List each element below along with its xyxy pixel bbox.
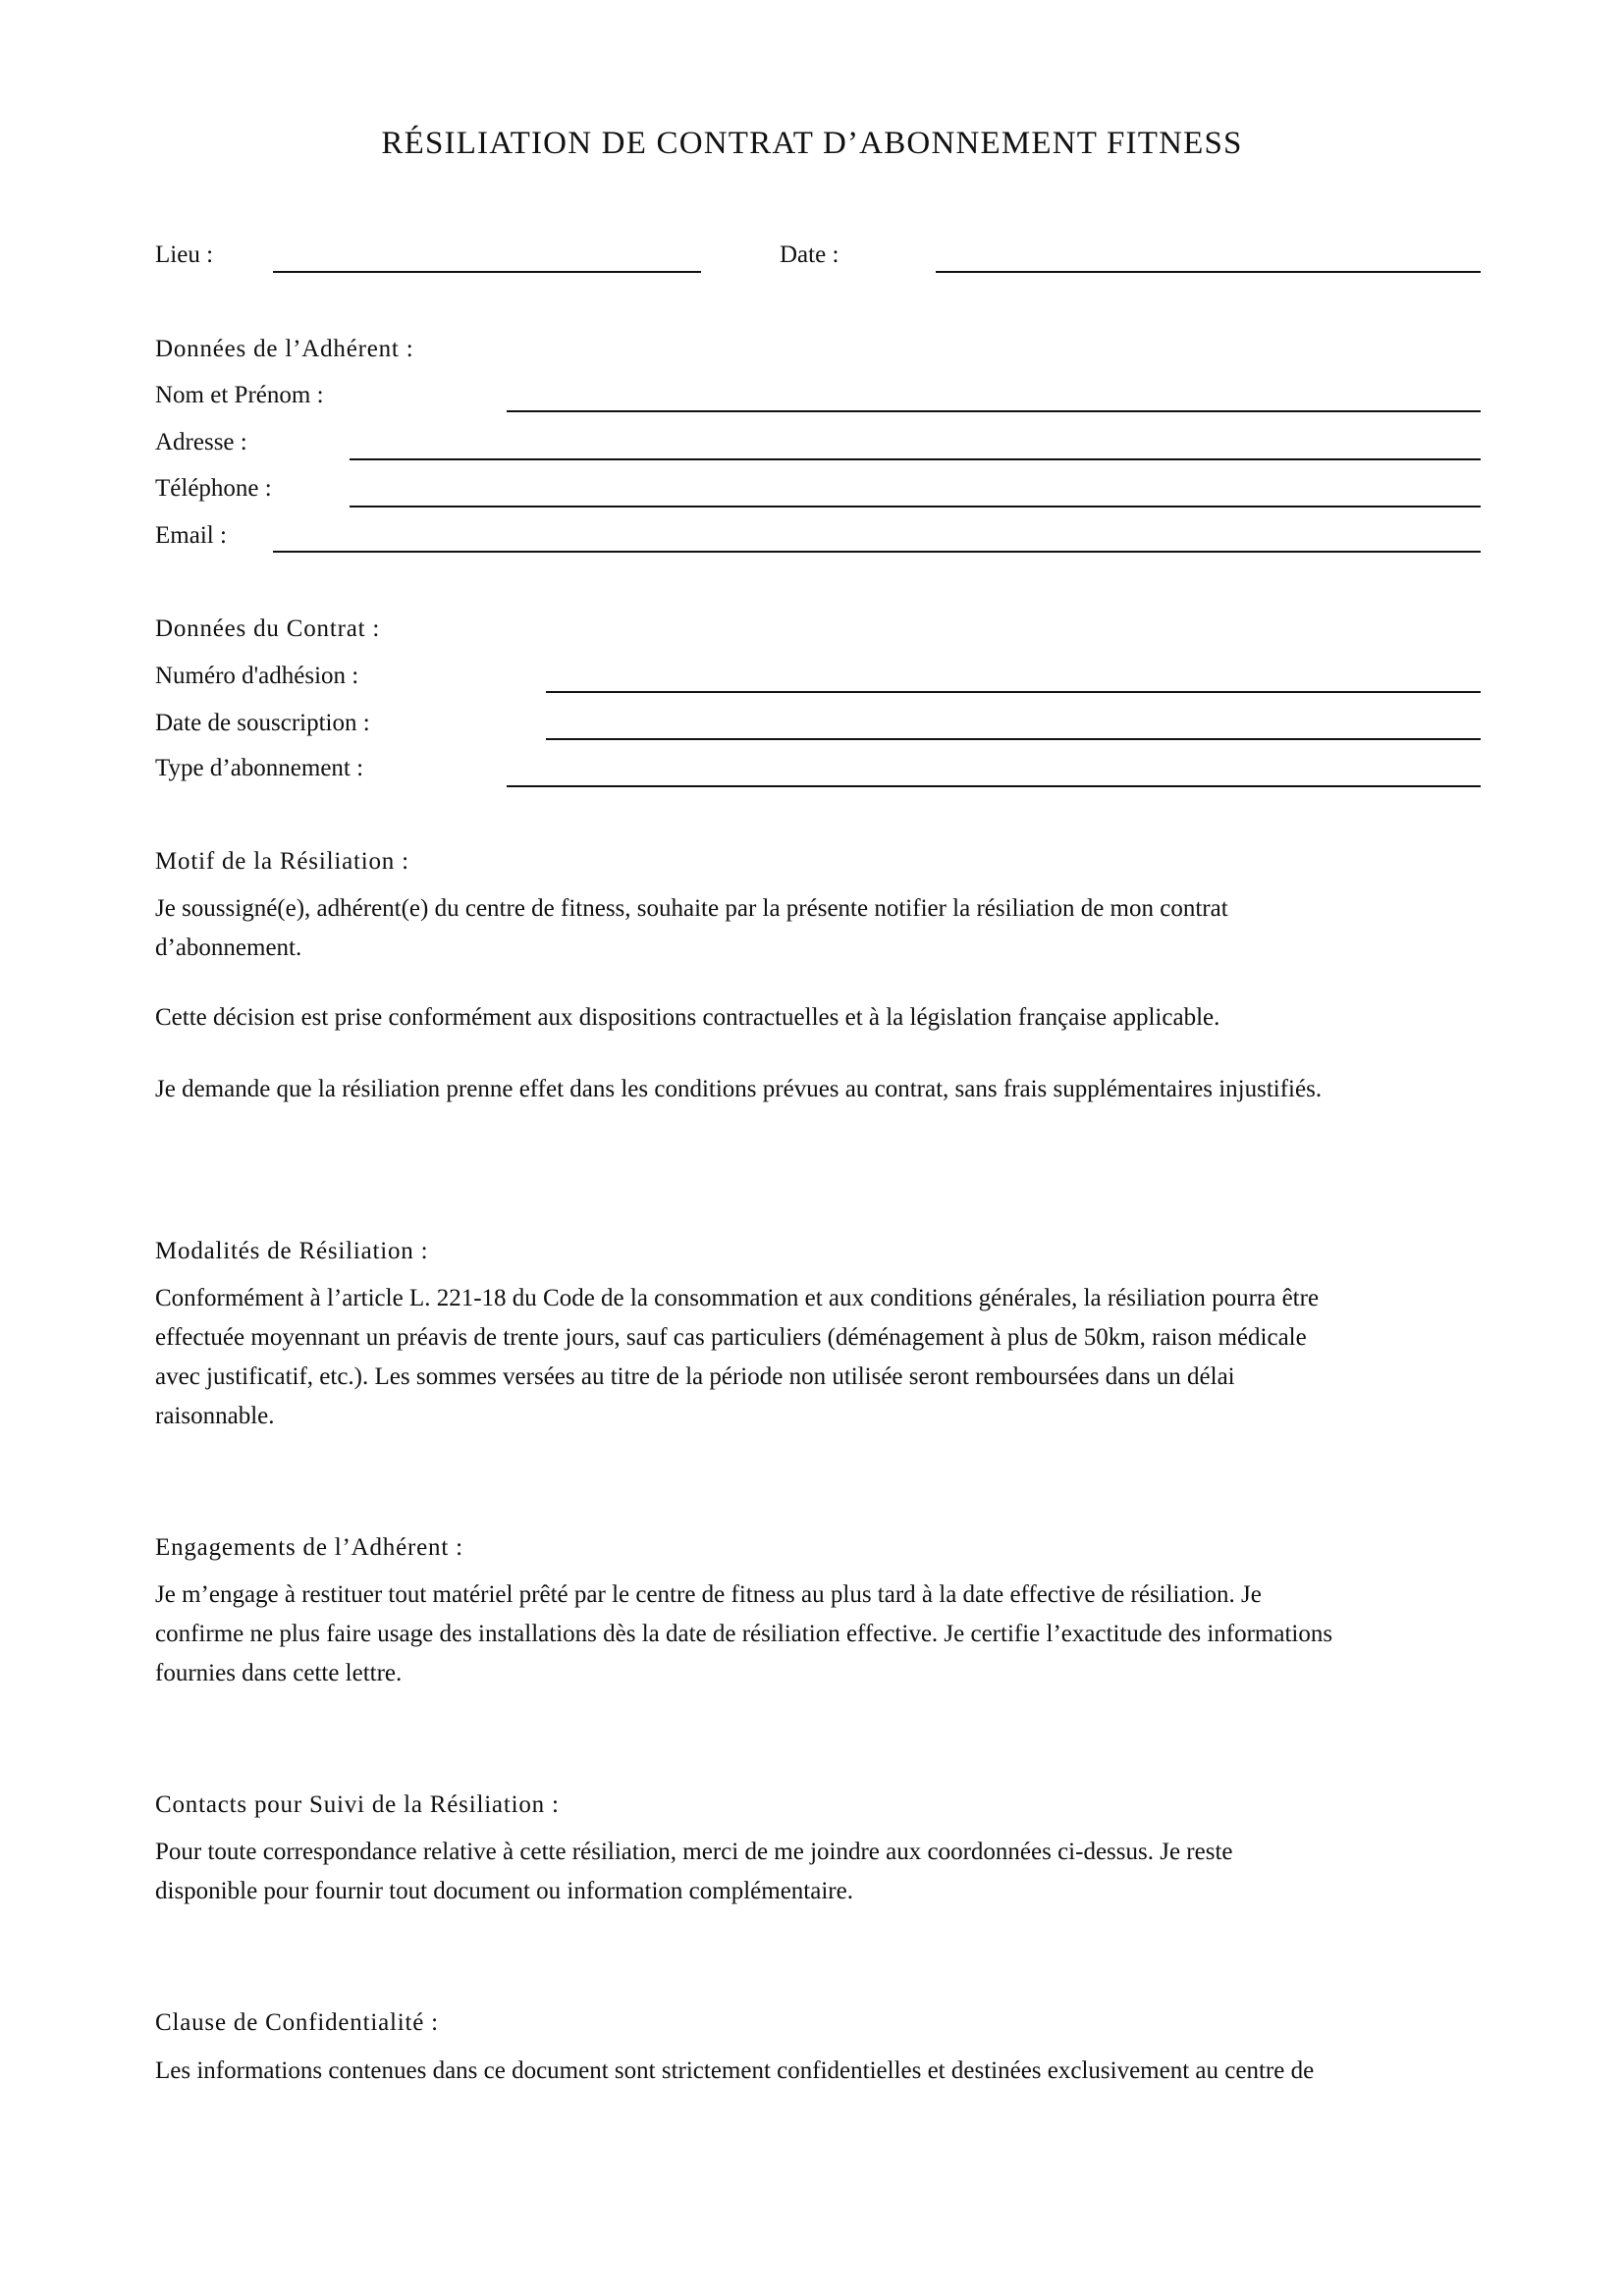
email-label: Email :: [155, 522, 227, 549]
confidentialite-heading: Clause de Confidentialité :: [155, 2009, 439, 2036]
telephone-field-line: [350, 506, 1481, 507]
type-abonnement-field-line: [507, 785, 1481, 787]
date-label: Date :: [780, 241, 839, 268]
contacts-heading: Contacts pour Suivi de la Résiliation :: [155, 1791, 560, 1818]
engagements-paragraph: Je m’engage à restituer tout matériel prêté par le centre de fitness au plus tard à la date effective de résiliation. Je confirme ne plus faire usage des installations dès la date de résiliation effective. Je certifie l’exactitude des informations fournies dans cette lettre.: [155, 1581, 1333, 1686]
adresse-label: Adresse :: [155, 429, 247, 455]
numero-adhesion-label: Numéro d'adhésion :: [155, 663, 359, 689]
lieu-field-line: [273, 271, 701, 273]
email-field-line: [273, 551, 1481, 553]
engagements-heading: Engagements de l’Adhérent :: [155, 1534, 463, 1561]
contacts-paragraph: Pour toute correspondance relative à cette résiliation, merci de me joindre aux coordonnées ci-dessus. Je reste disponible pour fournir tout document ou information complémentaire.: [155, 1839, 1233, 1904]
numero-adhesion-field-line: [546, 691, 1481, 693]
telephone-label: Téléphone :: [155, 475, 272, 502]
adherent-heading: Données de l’Adhérent :: [155, 336, 414, 362]
motif-paragraph: Je demande que la résiliation prenne effet dans les conditions prévues au contrat, sans frais supplémentaires injustifiés.: [155, 1076, 1323, 1102]
document-title: RÉSILIATION DE CONTRAT D’ABONNEMENT FITNESS: [381, 126, 1243, 161]
date-souscription-field-line: [546, 738, 1481, 740]
motif-paragraph: Cette décision est prise conformément aux dispositions contractuelles et à la législation française applicable.: [155, 1004, 1220, 1031]
modalites-heading: Modalités de Résiliation :: [155, 1238, 429, 1264]
motif-paragraph: Je soussigné(e), adhérent(e) du centre de fitness, souhaite par la présente notifier la résiliation de mon contrat d’abonnement.: [155, 895, 1228, 961]
modalites-paragraph: Conformément à l’article L. 221-18 du Code de la consommation et aux conditions générales, la résiliation pourra être effectuée moyennant un préavis de trente jours, sauf cas particuliers (déménagement à plus de 50km, raison médicale avec justificatif, etc.). Les sommes versées au titre de la période non utilisée seront remboursées dans un délai raisonnable.: [155, 1285, 1320, 1429]
date-souscription-label: Date de souscription :: [155, 710, 370, 736]
type-abonnement-label: Type d’abonnement :: [155, 755, 364, 781]
nom-prenom-label: Nom et Prénom :: [155, 382, 324, 408]
lieu-label: Lieu :: [155, 241, 214, 268]
date-field-line: [936, 271, 1481, 273]
motif-heading: Motif de la Résiliation :: [155, 848, 409, 875]
confidentialite-paragraph: Les informations contenues dans ce document sont strictement confidentielles et destinées exclusivement au centre de: [155, 2057, 1315, 2084]
contrat-heading: Données du Contrat :: [155, 615, 381, 642]
adresse-field-line: [350, 458, 1481, 460]
nom-prenom-field-line: [507, 410, 1481, 412]
